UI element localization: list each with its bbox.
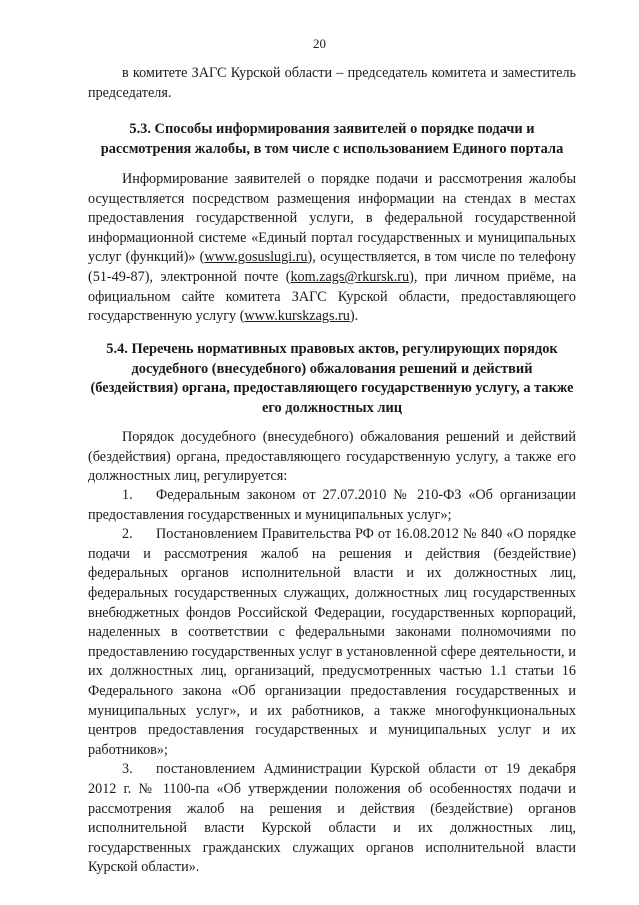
section-5-3-paragraph	[88, 170, 576, 327]
section-5-4-lead: Порядок досудебного (внесудебного) обжалования решений и действий (бездействия) органа, предоставляющего государственную услугу, а также его должностных лиц, регулируется:	[88, 429, 576, 485]
section-5-3-title: 5.3. Способы информирования заявителей о порядке подачи и рассмотрения жалобы, в том числе с использованием Единого портала	[100, 121, 564, 157]
list-item-text: Федеральным законом от 27.07.2010 № 210-ФЗ «Об организации предоставления государственных и муниципальных услуг»;	[88, 487, 576, 523]
page-number: 20	[313, 36, 326, 51]
gosuslugi-link[interactable]: www.gosuslugi.ru	[204, 249, 308, 266]
regulations-list	[88, 486, 576, 878]
list-item	[88, 525, 576, 760]
section-5-4-title: 5.4. Перечень нормативных правовых актов, регулирующих порядок досудебного (внесудебного) обжалования решений и действий (бездействия) органа, предоставляющего государственную услугу, а также его должностных лиц	[90, 341, 574, 416]
section-5-3-text-1: Информирование заявителей о порядке подачи и рассмотрения жалобы осуществляется посредством размещения информации на стендах в местах предоставления государственной услуги, в федеральной государственной информационной системе «Единый портал государственных и муниципальных услуг (функций)» (	[88, 171, 576, 266]
kurskzags-link[interactable]: www.kurskzags.ru	[244, 308, 350, 325]
email-link[interactable]: kom.zags@rkursk.ru	[290, 268, 410, 285]
list-item-text: Постановлением Правительства РФ от 16.08.2012 № 840 «О порядке подачи и рассмотрения жалоб на решения и действия (бездействие) федеральных органов исполнительной власти и их должностных лиц, федеральных государственных служащих, должностных лиц государственных внебюджетных фондов Российской Федерации, государственных корпораций, наделенных в соответствии с федеральными законами полномочиями по предоставлению государственных услуг в установленной сфере деятельности, и их должностных лиц, организаций, предусмотренных частью 1.1 статьи 16 Федерального закона «Об организации предоставления государственных и муниципальных услуг», и их работников, а также многофункциональных центров предоставления государственных и муниципальных услуг и их работников»;	[88, 526, 576, 758]
list-item-number: 3.	[122, 761, 133, 778]
list-item-number: 2.	[122, 526, 133, 543]
list-item	[88, 760, 576, 878]
intro-paragraph: в комитете ЗАГС Курской области – председатель комитета и заместитель председателя.	[88, 65, 576, 101]
section-5-3-text-end: ).	[349, 308, 359, 325]
list-item-text: постановлением Администрации Курской области от 19 декабря 2012 г. № 1100-па «Об утверждении положения об особенностях подачи и рассмотрения жалоб на решения и действия (бездействие) органов исполнительной власти Курской области и их должностных лиц, государственных гражданских служащих органов исполнительной власти Курской области».	[88, 761, 576, 876]
section-5-3-text-2: ), осуществляется, в том числе по телефону (51-49-87), электронной почте (	[88, 249, 576, 285]
section-5-3-text-3: ), при личном приёме, на официальном сайте комитета ЗАГС Курской области, предоставляющего государственную услугу (	[88, 268, 577, 325]
list-item-number: 1.	[122, 487, 133, 503]
list-item	[88, 486, 576, 525]
